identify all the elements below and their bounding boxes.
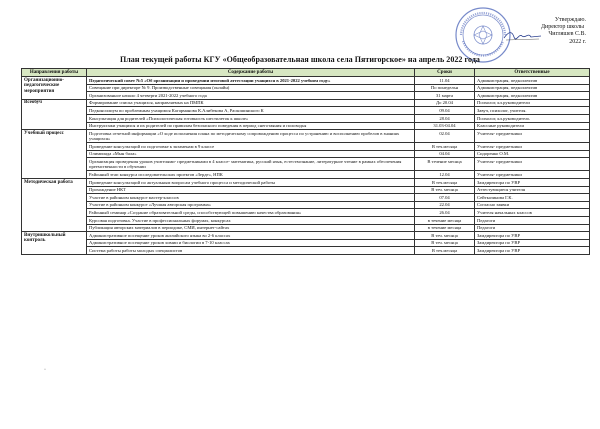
responsible-cell: Замдиректора по УВР (475, 232, 590, 240)
responsible-cell: Классные руководители (475, 122, 590, 130)
content-cell: Инструктажи учащихся и их родителей по правилам безопасного поведения в период снеготаяния и половодья (87, 122, 415, 130)
table-row (22, 84, 590, 92)
responsible-cell: Учителя начальных классов (475, 209, 590, 217)
content-cell: Педконсилиум по проблемным учащимся Кагарманова К.Алибекова А, Раскошинского К (87, 107, 415, 115)
due-cell: в течение месяца (415, 224, 475, 232)
content-cell: Районный семинар «Создание образовательной среды, способствующей повышению качества образования» (87, 209, 415, 217)
due-cell: В теч.месяца (415, 143, 475, 151)
approval-title: Утверждаю. (554, 17, 586, 23)
content-cell: Административное посещение уроков химии и биологии в 7-10 классах (87, 239, 415, 247)
approval-block (541, 17, 586, 46)
responsible-cell: Педагоги (475, 216, 590, 224)
responsible-cell: Аттестующиеся учителя (475, 186, 590, 194)
responsible-cell: Сидоренко О.М. (475, 150, 590, 158)
table-row (22, 122, 590, 130)
responsible-cell: Согласно заявки (475, 201, 590, 209)
content-cell: Организованное начало 4 четверти 2021-2022 учебного года (87, 92, 415, 100)
due-cell: 09.04 (415, 107, 475, 115)
table-row (22, 216, 590, 224)
responsible-cell: Психолог, кл.руководитель (475, 114, 590, 122)
table-row (22, 201, 590, 209)
table-row (22, 107, 590, 115)
header-responsible: Ответственные (475, 69, 590, 77)
content-cell: Консультация для родителей «Психологическая готовность шестилеток к школе» (87, 114, 415, 122)
direction-cell: Организационно-педагогические мероприятия (22, 77, 87, 100)
content-cell: Административное посещение уроков английского языка во 2-6 классах (87, 232, 415, 240)
due-cell: 26.04 (415, 209, 475, 217)
table-row (22, 92, 590, 100)
table-row (22, 99, 590, 107)
table-row (22, 186, 590, 194)
due-cell: 04.04 (415, 150, 475, 158)
table-row (22, 143, 590, 151)
responsible-cell: Сейтказинова Г.К. (475, 194, 590, 202)
content-cell: Участие в районном конкурсе «Лучшая авторская программа» (87, 201, 415, 209)
responsible-cell: Администрация, педколлектив (475, 92, 590, 100)
table-row (22, 130, 590, 143)
content-cell: Публикация авторских материалов в периодике, СМИ, интернет-сайтах (87, 224, 415, 232)
responsible-cell: Учителя- предметники (475, 171, 590, 179)
due-cell: 22.04 (415, 201, 475, 209)
due-cell: В теч.месяца (415, 247, 475, 255)
stray-mark: · (44, 367, 46, 373)
due-cell: В теч. месяца (415, 186, 475, 194)
responsible-cell: Учителя- предметники (475, 143, 590, 151)
page-title: План текущей работы КГУ «Общеобразовательная школа села Пятигорское» на апрель 2022 года (120, 55, 480, 64)
responsible-cell: Завуч, психолог, учителя. (475, 107, 590, 115)
responsible-cell: Психолог, кл.руководители (475, 99, 590, 107)
responsible-cell: Учителя- предметники (475, 158, 590, 171)
table-row (22, 77, 590, 85)
header-due: Сроки (415, 69, 475, 77)
approval-name: Чигляшев С.В. (548, 31, 586, 38)
table-row (22, 224, 590, 232)
direction-cell: Внутришкольный контроль (22, 232, 87, 255)
content-cell: Система работы работы молодых специалистов (87, 247, 415, 255)
due-cell: 02.04 (415, 130, 475, 143)
approval-date: 2022 г. (569, 38, 586, 45)
content-cell: Прохождение НКТ (87, 186, 415, 194)
responsible-cell: Замдиректора по УВР (475, 239, 590, 247)
due-cell: По понедельн (415, 84, 475, 92)
responsible-cell: Замдиректора по УВР (475, 178, 590, 186)
approval-position: Директор школы (540, 24, 584, 31)
table-row (22, 239, 590, 247)
table-row (22, 194, 590, 202)
content-cell: Районный этап конкурса исследовательских проектов «Зерде», НПК (87, 171, 415, 179)
due-cell: 31.03-04.04 (415, 122, 475, 130)
direction-cell: Всеобуч (22, 99, 87, 129)
due-cell: До 20.04 (415, 99, 475, 107)
table-row (22, 158, 590, 171)
content-cell: Совещание при директоре № 9. Производственные совещания (онлайн) (87, 84, 415, 92)
content-cell: Проведение консультаций по подготовке к экзаменам в 9 классе (87, 143, 415, 151)
content-cell: Участие в районном конкурсе мастер-классов (87, 194, 415, 202)
responsible-cell: Администрация, педколлектив (475, 84, 590, 92)
due-cell: 07.04 (415, 194, 475, 202)
table-row (22, 232, 590, 240)
table-row (22, 247, 590, 255)
table-header-row (22, 69, 590, 77)
due-cell: в течение месяца (415, 216, 475, 224)
signature (503, 29, 543, 41)
header-content: Содержание работы (87, 69, 415, 77)
content-cell: Подготовка отчетной информации «О ходе исполнения плана по методическому сопровождению процесса по устранению и восполнению пробелов в знаниях учащихся» (87, 130, 415, 143)
responsible-cell: Педагоги (475, 224, 590, 232)
due-cell: 12.04 (415, 171, 475, 179)
content-cell: Организация проведения уроков учителями- предметниками в 4 классе- математика, русский язык, естествознание, литературное чтение в рамках обеспечения преемственности в обучении (87, 158, 415, 171)
direction-cell: Методическая работа (22, 178, 87, 231)
header-direction: Направления работы (22, 69, 87, 77)
due-cell: 31 марта (415, 92, 475, 100)
table-row (22, 209, 590, 217)
responsible-cell: Замдиректора по УВР (475, 247, 590, 255)
responsible-cell: Администрация, педколлектив (475, 77, 590, 85)
plan-table (21, 68, 590, 255)
table-row (22, 150, 590, 158)
content-cell: Проведение консультаций по актуальным вопросам учебного процесса и методической работы (87, 178, 415, 186)
content-cell: Курсовая подготовка. Участие в профессиональных форумах, конкурсах (87, 216, 415, 224)
due-cell: В течение месяца (415, 158, 475, 171)
due-cell: В теч. месяца (415, 232, 475, 240)
content-cell: Олимпиада «Мын бала» (87, 150, 415, 158)
direction-cell: Учебный процесс (22, 130, 87, 179)
content-cell: Педагогический совет №5 «Об организации и проведении итоговой аттестации учащихся в 2021-2022 учебном году» (87, 77, 415, 85)
due-cell: 11.04 (415, 77, 475, 85)
due-cell: 28.04 (415, 114, 475, 122)
table-row (22, 171, 590, 179)
responsible-cell: Учителя- предметники (475, 130, 590, 143)
due-cell: В теч.месяца (415, 178, 475, 186)
content-cell: Формирование списка учащихся, направляемых на ПМПК (87, 99, 415, 107)
table-row (22, 178, 590, 186)
table-row (22, 114, 590, 122)
due-cell: В теч. месяца (415, 239, 475, 247)
